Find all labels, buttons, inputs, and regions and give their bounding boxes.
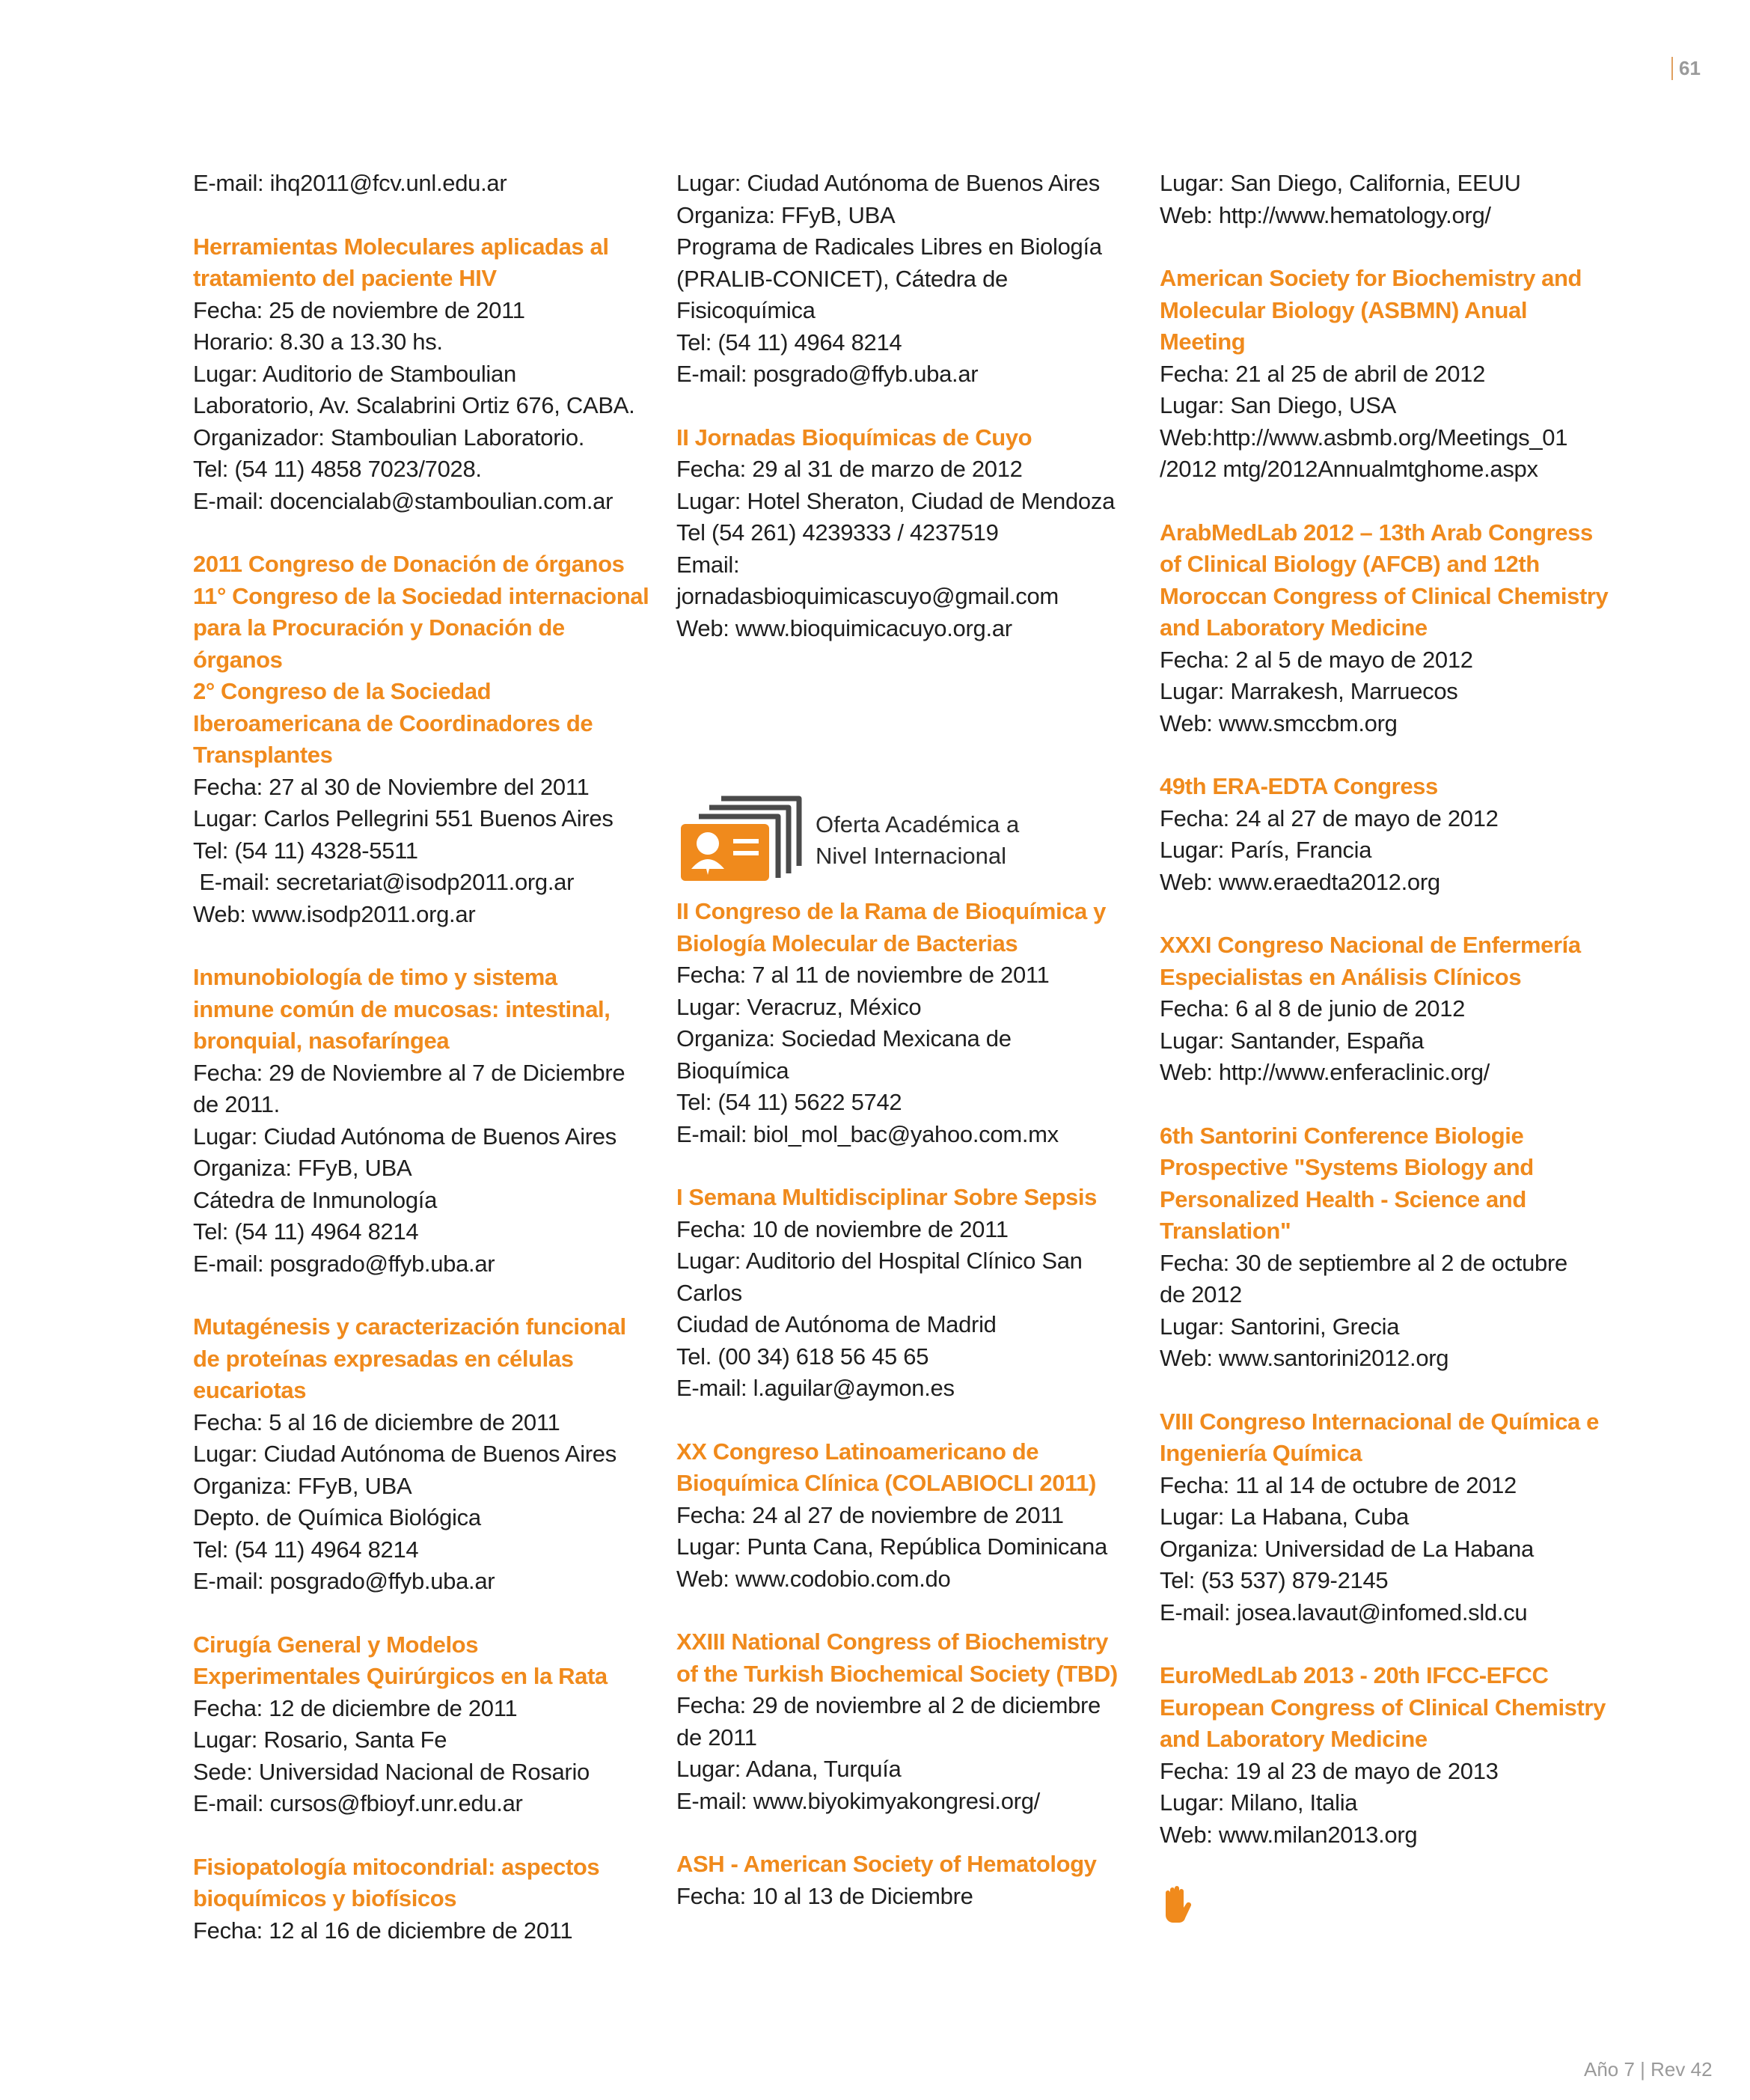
event-title: Cirugía General y Modelos Experimentales Quirúrgicos en la Rata [193,1631,608,1689]
event-detail-line: Tel: (54 11) 4858 7023/7028. [193,456,482,482]
event-detail-line: Fecha: 19 al 23 de mayo de 2013 [1160,1757,1499,1784]
event-entry [193,168,657,200]
event-detail-line: Depto. de Química Biológica [193,1504,481,1530]
event-detail-line: Fecha: 2 al 5 de mayo de 2012 [1160,646,1473,673]
event-detail-line: E-mail: cursos@fbioyf.unr.edu.ar [193,1790,523,1816]
event-detail-line: Tel: (54 11) 4964 8214 [193,1218,419,1245]
event-detail-line: (PRALIB-CONICET), Cátedra de [676,265,1008,292]
event-title: Mutagénesis y caracterización funcional de proteínas expresadas en células eucariotas [193,1313,626,1403]
event-detail-line: Programa de Radicales Libres en Biología [676,233,1102,260]
event-detail-line: Web: www.bioquimicacuyo.org.ar [676,614,1012,641]
event-detail-line: Web: www.santorini2012.org [1160,1345,1449,1371]
event-detail-line: Lugar: Veracruz, México [676,993,922,1020]
event-detail-line: Fecha: 29 al 31 de marzo de 2012 [676,456,1023,482]
event-detail-line: Lugar: Ciudad Autónoma de Buenos Aires [193,1123,617,1150]
event-detail-line: Ciudad de Autónoma de Madrid [676,1311,997,1337]
event-detail-line: Lugar: Milano, Italia [1160,1789,1358,1816]
event-detail-line: Fecha: 29 de noviembre al 2 de diciembre [676,1692,1101,1718]
event-detail-line: Fecha: 12 de diciembre de 2011 [193,1694,518,1721]
event-detail-line: Lugar: Hotel Sheraton, Ciudad de Mendoza [676,487,1116,514]
event-detail-line: E-mail: l.aguilar@aymon.es [676,1375,955,1401]
event-detail-line: Fecha: 5 al 16 de diciembre de 2011 [193,1408,560,1435]
section-title-line-1: Oferta Académica a [816,811,1020,837]
event-detail-line: Web: http://www.hematology.org/ [1160,201,1491,228]
column-2-entries-top [676,168,1140,644]
event-entry [1160,168,1624,231]
column-2-entries-bottom [676,896,1140,1912]
event-detail-line: Lugar: Santorini, Grecia [1160,1313,1400,1340]
event-detail-line: Tel: (53 537) 879-2145 [1160,1567,1389,1593]
event-detail-line: Fecha: 25 de noviembre de 2011 [193,296,525,323]
event-title: XXIII National Congress of Biochemistry of the Turkish Biochemical Society (TBD) [676,1629,1118,1687]
event-title: ASH - American Society of Hematology [676,1851,1097,1877]
event-detail-line: Fecha: 30 de septiembre al 2 de octubre [1160,1249,1567,1276]
event-detail-line: E-mail: ihq2011@fcv.unl.edu.ar [193,170,507,196]
column-2 [676,168,1140,1944]
event-entry [676,1436,1140,1596]
event-detail-line: Bioquímica [676,1057,789,1084]
event-title: VIII Congreso Internacional de Química e Ingeniería Química [1160,1408,1599,1466]
event-title: Inmunobiología de timo y sistema inmune común de mucosas: intestinal, bronquial, nasofaríngea [193,964,611,1054]
column-3-entries [1160,168,1624,1851]
event-detail-line: Web: www.smccbm.org [1160,709,1398,736]
event-entry [676,896,1140,1150]
event-entry [1160,930,1624,1089]
event-detail-line: Carlos [676,1279,742,1306]
event-detail-line: Lugar: Carlos Pellegrini 551 Buenos Aires [193,805,614,831]
event-entry [193,231,657,518]
event-detail-line: Web: http://www.enferaclinic.org/ [1160,1059,1490,1085]
event-title: 49th ERA-EDTA Congress [1160,773,1438,799]
certificate-stack-icon [676,794,804,882]
event-entry [193,1629,657,1820]
event-detail-line: Fecha: 24 al 27 de mayo de 2012 [1160,805,1499,831]
event-detail-line: Organiza: FFyB, UBA [193,1155,412,1181]
event-detail-line: E-mail: secretariat@isodp2011.org.ar [193,869,575,895]
event-detail-line: Lugar: La Habana, Cuba [1160,1504,1409,1530]
event-entry [193,962,657,1280]
event-detail-line: jornadasbioquimicascuyo@gmail.com [676,583,1059,609]
event-detail-line: Tel: (54 11) 4964 8214 [193,1536,419,1563]
event-entry [676,168,1140,391]
event-detail-line: Tel. (00 34) 618 56 45 65 [676,1343,929,1370]
event-entry [1160,771,1624,898]
event-detail-line: Web: www.milan2013.org [1160,1821,1418,1848]
event-entry [1160,1120,1624,1375]
event-detail-line: /2012 mtg/2012Annualmtghome.aspx [1160,456,1538,482]
event-detail-line: Lugar: Punta Cana, República Dominicana [676,1533,1107,1560]
event-detail-line: Fecha: 29 de Noviembre al 7 de Diciembre [193,1059,625,1086]
event-detail-line: Fecha: 10 de noviembre de 2011 [676,1215,1009,1242]
event-detail-line: Tel: (54 11) 5622 5742 [676,1089,902,1115]
event-detail-line: Organiza: Universidad de La Habana [1160,1535,1534,1562]
section-title [816,809,1019,872]
event-detail-line: Lugar: Marrakesh, Marruecos [1160,678,1458,704]
event-detail-line: E-mail: www.biyokimyakongresi.org/ [676,1787,1040,1814]
event-detail-line: de 2011. [193,1091,280,1117]
event-detail-line: Fecha: 27 al 30 de Noviembre del 2011 [193,773,590,800]
event-detail-line: Tel (54 261) 4239333 / 4237519 [676,519,999,546]
event-detail-line: Web: www.codobio.com.do [676,1565,951,1592]
event-entry [676,1849,1140,1912]
event-detail-line: Lugar: Ciudad Autónoma de Buenos Aires [193,1441,617,1467]
event-entry [676,1182,1140,1405]
event-detail-line: Fecha: 11 al 14 de octubre de 2012 [1160,1471,1517,1498]
event-detail-line: Web: www.eraedta2012.org [1160,868,1440,895]
event-title: EuroMedLab 2013 - 20th IFCC-EFCC European Congress of Clinical Chemistry and Laboratory Medicine [1160,1662,1606,1752]
event-entry [1160,263,1624,486]
event-detail-line: E-mail: posgrado@ffyb.uba.ar [193,1250,495,1277]
event-entry [676,1626,1140,1817]
event-detail-line: Fecha: 6 al 8 de junio de 2012 [1160,995,1466,1022]
section-title-line-2: Nivel Internacional [816,843,1007,869]
event-entry [193,1852,657,1947]
event-detail-line: Lugar: San Diego, USA [1160,392,1396,418]
event-title: II Jornadas Bioquímicas de Cuyo [676,424,1032,451]
event-entry [676,422,1140,645]
hand-stop-icon [1160,1885,1193,1924]
event-detail-line: Fecha: 21 al 25 de abril de 2012 [1160,360,1486,387]
event-detail-line: Web:http://www.asbmb.org/Meetings_01 [1160,424,1568,451]
event-detail-line: Lugar: San Diego, California, EEUU [1160,170,1521,196]
event-detail-line: Tel: (54 11) 4964 8214 [676,329,902,355]
event-detail-line: Fecha: 12 al 16 de diciembre de 2011 [193,1917,573,1944]
event-detail-line: E-mail: biol_mol_bac@yahoo.com.mx [676,1120,1059,1147]
event-detail-line: Lugar: Adana, Turquía [676,1756,902,1782]
event-detail-line: Laboratorio, Av. Scalabrini Ortiz 676, CABA. [193,392,635,418]
event-detail-line: Lugar: París, Francia [1160,837,1372,863]
event-detail-line: Fecha: 24 al 27 de noviembre de 2011 [676,1501,1064,1528]
event-detail-line: Fecha: 10 al 13 de Diciembre [676,1882,973,1909]
event-detail-line: E-mail: posgrado@ffyb.uba.ar [676,361,979,387]
event-detail-line: Lugar: Ciudad Autónoma de Buenos Aires [676,170,1100,196]
section-header-international [676,794,1140,882]
event-detail-line: Web: www.isodp2011.org.ar [193,900,476,927]
event-title: XX Congreso Latinoamericano de Bioquímica Clínica (COLABIOCLI 2011) [676,1438,1096,1496]
event-detail-line: Lugar: Auditorio del Hospital Clínico San [676,1248,1083,1274]
event-title: XXXI Congreso Nacional de Enfermería Especialistas en Análisis Clínicos [1160,932,1581,990]
event-entry [193,549,657,930]
event-detail-line: de 2012 [1160,1281,1242,1307]
event-title: ArabMedLab 2012 – 13th Arab Congress of Clinical Biology (AFCB) and 12th Moroccan Congress of Clinical Chemistry and Laboratory Medicine [1160,519,1609,641]
event-detail-line: Lugar: Santander, España [1160,1027,1425,1054]
event-detail-line: Tel: (54 11) 4328-5511 [193,837,418,864]
event-title: 6th Santorini Conference Biologie Prospective "Systems Biology and Personalized Health - Science and Translation" [1160,1122,1534,1244]
footer-issue: Año 7 | Rev 42 [1584,2058,1713,2081]
event-detail-line: E-mail: posgrado@ffyb.uba.ar [193,1568,495,1594]
event-detail-line: Organiza: Sociedad Mexicana de [676,1025,1012,1051]
event-title: 2011 Congreso de Donación de órganos 11° Congreso de la Sociedad internacional para la Procuración y Donación de órganos 2° Congreso de la Sociedad Iberoamericana de Coordinadores de Transplantes [193,551,649,768]
event-title: Herramientas Moleculares aplicadas al tratamiento del paciente HIV [193,233,609,291]
event-detail-line: E-mail: josea.lavaut@infomed.sld.cu [1160,1599,1528,1626]
event-entry [1160,517,1624,740]
event-title: I Semana Multidisciplinar Sobre Sepsis [676,1184,1097,1210]
event-detail-line: Fecha: 7 al 11 de noviembre de 2011 [676,962,1050,988]
event-detail-line: Fisicoquímica [676,297,816,323]
event-detail-line: Organiza: FFyB, UBA [676,201,896,228]
event-detail-line: de 2011 [676,1724,757,1750]
event-title: II Congreso de la Rama de Bioquímica y Biología Molecular de Bacterias [676,898,1106,956]
column-3 [1160,168,1624,1928]
page-number: 61 [1671,57,1701,80]
event-detail-line: Organizador: Stamboulian Laboratorio. [193,424,585,451]
event-entry [1160,1406,1624,1629]
event-detail-line: E-mail: docencialab@stamboulian.com.ar [193,487,614,514]
event-entry [1160,1660,1624,1851]
event-detail-line: Lugar: Rosario, Santa Fe [193,1727,447,1753]
event-detail-line: Sede: Universidad Nacional de Rosario [193,1758,590,1785]
event-detail-line: Email: [676,551,740,578]
event-detail-line: Organiza: FFyB, UBA [193,1472,412,1499]
event-title: American Society for Biochemistry and Molecular Biology (ASBMN) Anual Meeting [1160,265,1582,355]
event-detail-line: Cátedra de Inmunología [193,1186,438,1213]
column-1 [193,168,657,1978]
event-title: Fisiopatología mitocondrial: aspectos bioquímicos y biofísicos [193,1853,600,1911]
event-detail-line: Horario: 8.30 a 13.30 hs. [193,329,443,355]
event-entry [193,1311,657,1598]
event-detail-line: Lugar: Auditorio de Stamboulian [193,360,516,387]
